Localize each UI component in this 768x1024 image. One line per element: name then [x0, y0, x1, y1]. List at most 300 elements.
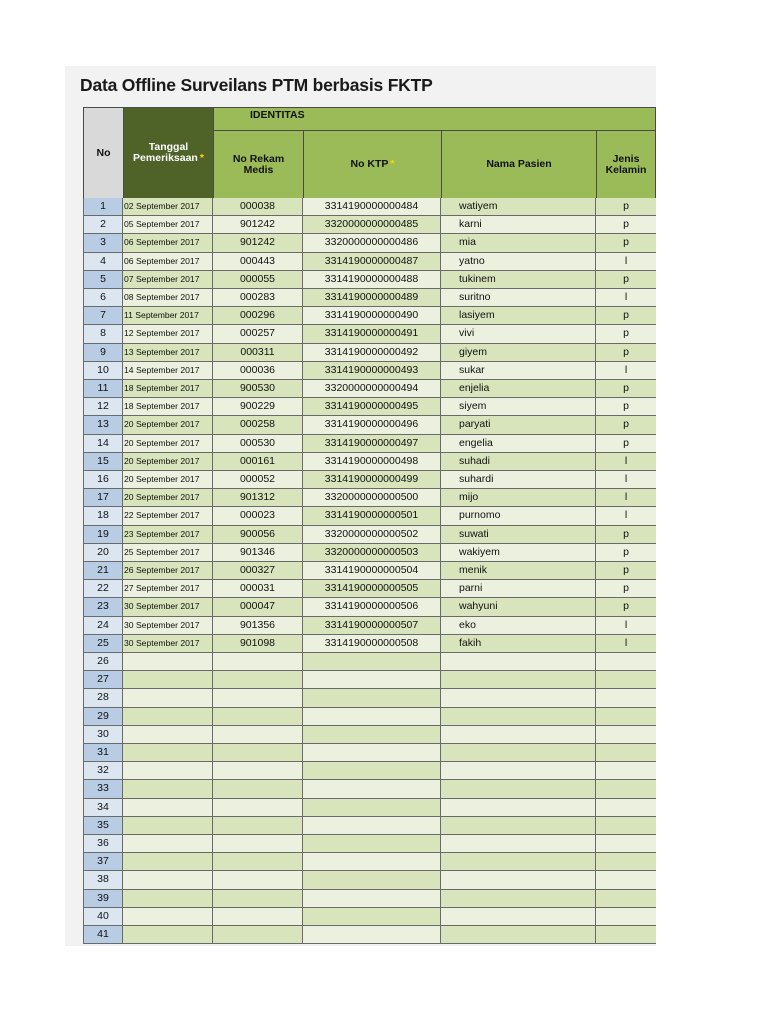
- cell-jenis-kelamin[interactable]: l: [596, 635, 656, 653]
- table-row: [83, 307, 656, 325]
- cell-jenis-kelamin[interactable]: [596, 799, 656, 817]
- cell-ktp[interactable]: 3314190000000504: [303, 562, 441, 580]
- cell-rekam-medis[interactable]: [213, 708, 303, 726]
- cell-jenis-kelamin[interactable]: p: [596, 271, 656, 289]
- required-star-icon: *: [199, 152, 204, 164]
- cell-nama[interactable]: fakih: [441, 635, 596, 653]
- cell-ktp[interactable]: 3314190000000490: [303, 307, 441, 325]
- cell-rekam-medis[interactable]: [213, 799, 303, 817]
- cell-ktp[interactable]: [303, 799, 441, 817]
- table-row: [83, 453, 656, 471]
- cell-tanggal[interactable]: 20 September 2017: [123, 435, 213, 453]
- cell-ktp[interactable]: 3314190000000498: [303, 453, 441, 471]
- cell-jenis-kelamin[interactable]: p: [596, 307, 656, 325]
- cell-rekam-medis[interactable]: [213, 890, 303, 908]
- row-number[interactable]: 27: [83, 671, 123, 689]
- cell-ktp[interactable]: [303, 671, 441, 689]
- cell-nama[interactable]: vivi: [441, 325, 596, 343]
- cell-nama[interactable]: mijo: [441, 489, 596, 507]
- cell-ktp[interactable]: [303, 871, 441, 889]
- cell-jenis-kelamin[interactable]: p: [596, 344, 656, 362]
- cell-jenis-kelamin[interactable]: [596, 835, 656, 853]
- cell-ktp[interactable]: 3314190000000488: [303, 271, 441, 289]
- cell-nama[interactable]: [441, 835, 596, 853]
- cell-tanggal[interactable]: [123, 689, 213, 707]
- cell-nama[interactable]: engelia: [441, 435, 596, 453]
- row-number[interactable]: 34: [83, 799, 123, 817]
- cell-rekam-medis[interactable]: 901242: [213, 216, 303, 234]
- cell-ktp[interactable]: 3320000000000486: [303, 234, 441, 252]
- row-number[interactable]: 40: [83, 908, 123, 926]
- cell-nama[interactable]: [441, 762, 596, 780]
- row-number[interactable]: 33: [83, 780, 123, 798]
- cell-jenis-kelamin[interactable]: [596, 853, 656, 871]
- cell-tanggal[interactable]: 30 September 2017: [123, 617, 213, 635]
- cell-jenis-kelamin[interactable]: l: [596, 289, 656, 307]
- cell-nama[interactable]: siyem: [441, 398, 596, 416]
- cell-tanggal[interactable]: [123, 671, 213, 689]
- cell-rekam-medis[interactable]: [213, 835, 303, 853]
- cell-rekam-medis[interactable]: 000161: [213, 453, 303, 471]
- row-number[interactable]: 24: [83, 617, 123, 635]
- cell-tanggal[interactable]: [123, 799, 213, 817]
- header-no[interactable]: [83, 107, 124, 199]
- table-row: [83, 380, 656, 398]
- cell-jenis-kelamin[interactable]: p: [596, 216, 656, 234]
- row-number[interactable]: 5: [83, 271, 123, 289]
- table-row: [83, 435, 656, 453]
- cell-nama[interactable]: yatno: [441, 253, 596, 271]
- cell-nama[interactable]: [441, 871, 596, 889]
- cell-rekam-medis[interactable]: 000258: [213, 416, 303, 434]
- table-row: [83, 617, 656, 635]
- table-row: [83, 890, 656, 908]
- cell-tanggal[interactable]: 22 September 2017: [123, 507, 213, 525]
- cell-rekam-medis[interactable]: 000047: [213, 598, 303, 616]
- cell-tanggal[interactable]: 30 September 2017: [123, 598, 213, 616]
- cell-ktp[interactable]: [303, 726, 441, 744]
- cell-rekam-medis[interactable]: 000052: [213, 471, 303, 489]
- cell-ktp[interactable]: 3320000000000485: [303, 216, 441, 234]
- header-tanggal-label: Tanggal Pemeriksaan *: [133, 141, 204, 164]
- row-number[interactable]: 9: [83, 344, 123, 362]
- sheet-title: Data Offline Surveilans PTM berbasis FKTP: [80, 75, 433, 95]
- cell-tanggal[interactable]: [123, 780, 213, 798]
- table-row: [83, 635, 656, 653]
- row-number[interactable]: 29: [83, 708, 123, 726]
- cell-nama[interactable]: paryati: [441, 416, 596, 434]
- row-number[interactable]: 8: [83, 325, 123, 343]
- table-row: [83, 835, 656, 853]
- cell-tanggal[interactable]: 08 September 2017: [123, 289, 213, 307]
- cell-rekam-medis[interactable]: 900229: [213, 398, 303, 416]
- cell-tanggal[interactable]: [123, 744, 213, 762]
- table-row: [83, 653, 656, 671]
- cell-tanggal[interactable]: 02 September 2017: [123, 198, 213, 216]
- table-row: [83, 471, 656, 489]
- row-number[interactable]: 20: [83, 544, 123, 562]
- cell-nama[interactable]: enjelia: [441, 380, 596, 398]
- row-number[interactable]: 17: [83, 489, 123, 507]
- row-number[interactable]: 10: [83, 362, 123, 380]
- cell-ktp[interactable]: 3314190000000492: [303, 344, 441, 362]
- row-number[interactable]: 14: [83, 435, 123, 453]
- row-number[interactable]: 31: [83, 744, 123, 762]
- cell-nama[interactable]: [441, 890, 596, 908]
- cell-tanggal[interactable]: 14 September 2017: [123, 362, 213, 380]
- table-row: [83, 562, 656, 580]
- cell-ktp[interactable]: 3320000000000500: [303, 489, 441, 507]
- table-row: [83, 580, 656, 598]
- table-row: [83, 234, 656, 252]
- cell-tanggal[interactable]: [123, 853, 213, 871]
- cell-ktp[interactable]: 3314190000000501: [303, 507, 441, 525]
- cell-ktp[interactable]: 3314190000000496: [303, 416, 441, 434]
- cell-rekam-medis[interactable]: [213, 926, 303, 944]
- cell-jenis-kelamin[interactable]: [596, 671, 656, 689]
- row-number[interactable]: 26: [83, 653, 123, 671]
- cell-jenis-kelamin[interactable]: [596, 780, 656, 798]
- cell-rekam-medis[interactable]: 000530: [213, 435, 303, 453]
- table-row: [83, 526, 656, 544]
- header-identitas[interactable]: [213, 107, 656, 131]
- cell-tanggal[interactable]: 25 September 2017: [123, 544, 213, 562]
- cell-jenis-kelamin[interactable]: l: [596, 617, 656, 635]
- cell-ktp[interactable]: [303, 908, 441, 926]
- row-number[interactable]: 30: [83, 726, 123, 744]
- cell-nama[interactable]: menik: [441, 562, 596, 580]
- cell-tanggal[interactable]: [123, 871, 213, 889]
- cell-tanggal[interactable]: [123, 708, 213, 726]
- header-rekam-medis[interactable]: [213, 130, 304, 199]
- cell-tanggal[interactable]: 27 September 2017: [123, 580, 213, 598]
- cell-jenis-kelamin[interactable]: [596, 817, 656, 835]
- cell-rekam-medis[interactable]: 000038: [213, 198, 303, 216]
- cell-tanggal[interactable]: [123, 762, 213, 780]
- cell-ktp[interactable]: [303, 653, 441, 671]
- cell-tanggal[interactable]: [123, 890, 213, 908]
- cell-nama[interactable]: suhardi: [441, 471, 596, 489]
- cell-nama[interactable]: purnomo: [441, 507, 596, 525]
- cell-nama[interactable]: [441, 744, 596, 762]
- cell-rekam-medis[interactable]: 900530: [213, 380, 303, 398]
- row-number[interactable]: 4: [83, 253, 123, 271]
- cell-ktp[interactable]: [303, 853, 441, 871]
- cell-rekam-medis[interactable]: 901312: [213, 489, 303, 507]
- cell-jenis-kelamin[interactable]: p: [596, 234, 656, 252]
- row-number[interactable]: 6: [83, 289, 123, 307]
- cell-jenis-kelamin[interactable]: p: [596, 598, 656, 616]
- cell-jenis-kelamin[interactable]: p: [596, 526, 656, 544]
- cell-rekam-medis[interactable]: 000283: [213, 289, 303, 307]
- cell-nama[interactable]: [441, 726, 596, 744]
- row-number[interactable]: 11: [83, 380, 123, 398]
- cell-tanggal[interactable]: [123, 835, 213, 853]
- row-number[interactable]: 2: [83, 216, 123, 234]
- cell-rekam-medis[interactable]: 000443: [213, 253, 303, 271]
- cell-jenis-kelamin[interactable]: p: [596, 580, 656, 598]
- table-row: [83, 416, 656, 434]
- row-number[interactable]: 19: [83, 526, 123, 544]
- cell-rekam-medis[interactable]: 000296: [213, 307, 303, 325]
- cell-rekam-medis[interactable]: 900056: [213, 526, 303, 544]
- row-number[interactable]: 13: [83, 416, 123, 434]
- cell-rekam-medis[interactable]: 000257: [213, 325, 303, 343]
- cell-rekam-medis[interactable]: [213, 762, 303, 780]
- cell-nama[interactable]: watiyem: [441, 198, 596, 216]
- row-number[interactable]: 38: [83, 871, 123, 889]
- table-row: [83, 198, 656, 216]
- cell-ktp[interactable]: 3314190000000493: [303, 362, 441, 380]
- table-row: [83, 253, 656, 271]
- cell-tanggal[interactable]: 20 September 2017: [123, 471, 213, 489]
- row-number[interactable]: 39: [83, 890, 123, 908]
- cell-tanggal[interactable]: 12 September 2017: [123, 325, 213, 343]
- cell-tanggal[interactable]: 20 September 2017: [123, 453, 213, 471]
- row-number[interactable]: 37: [83, 853, 123, 871]
- cell-jenis-kelamin[interactable]: p: [596, 416, 656, 434]
- cell-nama[interactable]: [441, 780, 596, 798]
- cell-ktp[interactable]: 3314190000000484: [303, 198, 441, 216]
- cell-nama[interactable]: [441, 817, 596, 835]
- cell-nama[interactable]: [441, 671, 596, 689]
- cell-rekam-medis[interactable]: 000023: [213, 507, 303, 525]
- row-number[interactable]: 18: [83, 507, 123, 525]
- cell-tanggal[interactable]: 18 September 2017: [123, 398, 213, 416]
- cell-ktp[interactable]: [303, 890, 441, 908]
- cell-rekam-medis[interactable]: 000327: [213, 562, 303, 580]
- cell-jenis-kelamin[interactable]: p: [596, 435, 656, 453]
- required-star-icon: *: [390, 158, 395, 170]
- cell-rekam-medis[interactable]: [213, 871, 303, 889]
- row-number[interactable]: 7: [83, 307, 123, 325]
- cell-tanggal[interactable]: 05 September 2017: [123, 216, 213, 234]
- table-row: [83, 271, 656, 289]
- cell-nama[interactable]: suritno: [441, 289, 596, 307]
- cell-nama[interactable]: parni: [441, 580, 596, 598]
- header-identitas-label: IDENTITAS: [250, 109, 305, 121]
- row-number[interactable]: 15: [83, 453, 123, 471]
- cell-rekam-medis[interactable]: [213, 908, 303, 926]
- table-row: [83, 507, 656, 525]
- cell-jenis-kelamin[interactable]: [596, 762, 656, 780]
- cell-jenis-kelamin[interactable]: [596, 726, 656, 744]
- cell-ktp[interactable]: 3320000000000502: [303, 526, 441, 544]
- cell-rekam-medis[interactable]: 000055: [213, 271, 303, 289]
- cell-nama[interactable]: karni: [441, 216, 596, 234]
- table-row: [83, 853, 656, 871]
- cell-nama[interactable]: [441, 853, 596, 871]
- header-tanggal[interactable]: [123, 107, 214, 199]
- cell-nama[interactable]: [441, 653, 596, 671]
- cell-jenis-kelamin[interactable]: p: [596, 398, 656, 416]
- cell-nama[interactable]: lasiyem: [441, 307, 596, 325]
- cell-ktp[interactable]: 3314190000000507: [303, 617, 441, 635]
- table-row: [83, 671, 656, 689]
- cell-jenis-kelamin[interactable]: l: [596, 489, 656, 507]
- row-number[interactable]: 41: [83, 926, 123, 944]
- table-row: [83, 689, 656, 707]
- cell-tanggal[interactable]: 23 September 2017: [123, 526, 213, 544]
- cell-jenis-kelamin[interactable]: p: [596, 544, 656, 562]
- cell-nama[interactable]: mia: [441, 234, 596, 252]
- table-row: [83, 817, 656, 835]
- row-number[interactable]: 12: [83, 398, 123, 416]
- cell-jenis-kelamin[interactable]: p: [596, 562, 656, 580]
- cell-jenis-kelamin[interactable]: [596, 890, 656, 908]
- cell-jenis-kelamin[interactable]: l: [596, 253, 656, 271]
- cell-tanggal[interactable]: 18 September 2017: [123, 380, 213, 398]
- cell-rekam-medis[interactable]: 000036: [213, 362, 303, 380]
- cell-jenis-kelamin[interactable]: l: [596, 453, 656, 471]
- cell-ktp[interactable]: 3320000000000503: [303, 544, 441, 562]
- cell-tanggal[interactable]: [123, 653, 213, 671]
- row-number[interactable]: 21: [83, 562, 123, 580]
- cell-nama[interactable]: wakiyem: [441, 544, 596, 562]
- cell-ktp[interactable]: [303, 744, 441, 762]
- cell-rekam-medis[interactable]: 000031: [213, 580, 303, 598]
- cell-ktp[interactable]: 3314190000000491: [303, 325, 441, 343]
- cell-jenis-kelamin[interactable]: [596, 926, 656, 944]
- cell-rekam-medis[interactable]: 000311: [213, 344, 303, 362]
- cell-tanggal[interactable]: 07 September 2017: [123, 271, 213, 289]
- cell-nama[interactable]: [441, 708, 596, 726]
- cell-rekam-medis[interactable]: [213, 744, 303, 762]
- cell-nama[interactable]: eko: [441, 617, 596, 635]
- cell-jenis-kelamin[interactable]: [596, 708, 656, 726]
- cell-jenis-kelamin[interactable]: l: [596, 507, 656, 525]
- cell-rekam-medis[interactable]: [213, 780, 303, 798]
- table-row: [83, 362, 656, 380]
- table-row: [83, 344, 656, 362]
- table-row: [83, 544, 656, 562]
- cell-jenis-kelamin[interactable]: p: [596, 325, 656, 343]
- cell-jenis-kelamin[interactable]: l: [596, 362, 656, 380]
- cell-ktp[interactable]: [303, 926, 441, 944]
- cell-ktp[interactable]: 3314190000000505: [303, 580, 441, 598]
- cell-ktp[interactable]: [303, 762, 441, 780]
- header-nama-label: Nama Pasien: [486, 158, 552, 170]
- cell-nama[interactable]: wahyuni: [441, 598, 596, 616]
- cell-ktp[interactable]: [303, 780, 441, 798]
- row-number[interactable]: 3: [83, 234, 123, 252]
- cell-rekam-medis[interactable]: [213, 817, 303, 835]
- cell-rekam-medis[interactable]: 901098: [213, 635, 303, 653]
- row-number[interactable]: 35: [83, 817, 123, 835]
- header-nama[interactable]: [441, 130, 597, 199]
- cell-ktp[interactable]: 3314190000000508: [303, 635, 441, 653]
- cell-tanggal[interactable]: 26 September 2017: [123, 562, 213, 580]
- cell-jenis-kelamin[interactable]: p: [596, 380, 656, 398]
- cell-jenis-kelamin[interactable]: p: [596, 198, 656, 216]
- cell-jenis-kelamin[interactable]: [596, 871, 656, 889]
- row-number[interactable]: 36: [83, 835, 123, 853]
- cell-ktp[interactable]: 3320000000000494: [303, 380, 441, 398]
- table-row: [83, 489, 656, 507]
- table-row: [83, 726, 656, 744]
- row-number[interactable]: 25: [83, 635, 123, 653]
- header-ktp-label: No KTP *: [350, 158, 395, 170]
- cell-rekam-medis[interactable]: [213, 671, 303, 689]
- cell-ktp[interactable]: [303, 689, 441, 707]
- cell-tanggal[interactable]: 06 September 2017: [123, 253, 213, 271]
- cell-ktp[interactable]: [303, 708, 441, 726]
- table-row: [83, 780, 656, 798]
- cell-rekam-medis[interactable]: [213, 726, 303, 744]
- cell-tanggal[interactable]: [123, 908, 213, 926]
- cell-tanggal[interactable]: 30 September 2017: [123, 635, 213, 653]
- row-number[interactable]: 16: [83, 471, 123, 489]
- cell-nama[interactable]: tukinem: [441, 271, 596, 289]
- cell-ktp[interactable]: 3314190000000489: [303, 289, 441, 307]
- cell-tanggal[interactable]: 20 September 2017: [123, 416, 213, 434]
- cell-jenis-kelamin[interactable]: [596, 653, 656, 671]
- header-rekam-medis-label: No Rekam Medis: [232, 152, 285, 176]
- spreadsheet: [65, 66, 656, 946]
- cell-tanggal[interactable]: 11 September 2017: [123, 307, 213, 325]
- cell-nama[interactable]: [441, 799, 596, 817]
- cell-nama[interactable]: [441, 908, 596, 926]
- cell-ktp[interactable]: [303, 835, 441, 853]
- row-number[interactable]: 22: [83, 580, 123, 598]
- cell-rekam-medis[interactable]: [213, 853, 303, 871]
- cell-jenis-kelamin[interactable]: l: [596, 471, 656, 489]
- cell-nama[interactable]: giyem: [441, 344, 596, 362]
- table-row: [83, 325, 656, 343]
- cell-rekam-medis[interactable]: 901346: [213, 544, 303, 562]
- cell-ktp[interactable]: 3314190000000487: [303, 253, 441, 271]
- table-row: [83, 871, 656, 889]
- header-no-label: No: [96, 146, 111, 159]
- cell-tanggal[interactable]: 06 September 2017: [123, 234, 213, 252]
- cell-tanggal[interactable]: [123, 817, 213, 835]
- cell-nama[interactable]: [441, 689, 596, 707]
- cell-rekam-medis[interactable]: [213, 689, 303, 707]
- cell-tanggal[interactable]: 13 September 2017: [123, 344, 213, 362]
- cell-nama[interactable]: [441, 926, 596, 944]
- table-row: [83, 926, 656, 944]
- cell-ktp[interactable]: 3314190000000495: [303, 398, 441, 416]
- table-row: [83, 762, 656, 780]
- cell-tanggal[interactable]: [123, 726, 213, 744]
- row-number[interactable]: 23: [83, 598, 123, 616]
- cell-jenis-kelamin[interactable]: [596, 908, 656, 926]
- cell-nama[interactable]: suwati: [441, 526, 596, 544]
- cell-tanggal[interactable]: 20 September 2017: [123, 489, 213, 507]
- row-number[interactable]: 32: [83, 762, 123, 780]
- row-number[interactable]: 1: [83, 198, 123, 216]
- table-row: [83, 598, 656, 616]
- cell-rekam-medis[interactable]: 901356: [213, 617, 303, 635]
- table-row: [83, 799, 656, 817]
- cell-rekam-medis[interactable]: 901242: [213, 234, 303, 252]
- cell-nama[interactable]: suhadi: [441, 453, 596, 471]
- cell-ktp[interactable]: 3314190000000506: [303, 598, 441, 616]
- cell-nama[interactable]: sukar: [441, 362, 596, 380]
- cell-rekam-medis[interactable]: [213, 653, 303, 671]
- cell-ktp[interactable]: 3314190000000499: [303, 471, 441, 489]
- cell-ktp[interactable]: [303, 817, 441, 835]
- cell-jenis-kelamin[interactable]: [596, 689, 656, 707]
- header-ktp[interactable]: [303, 130, 442, 199]
- header-jenis-kelamin[interactable]: [596, 130, 656, 199]
- table-row: [83, 398, 656, 416]
- row-number[interactable]: 28: [83, 689, 123, 707]
- cell-tanggal[interactable]: [123, 926, 213, 944]
- cell-ktp[interactable]: 3314190000000497: [303, 435, 441, 453]
- table-row: [83, 708, 656, 726]
- cell-jenis-kelamin[interactable]: [596, 744, 656, 762]
